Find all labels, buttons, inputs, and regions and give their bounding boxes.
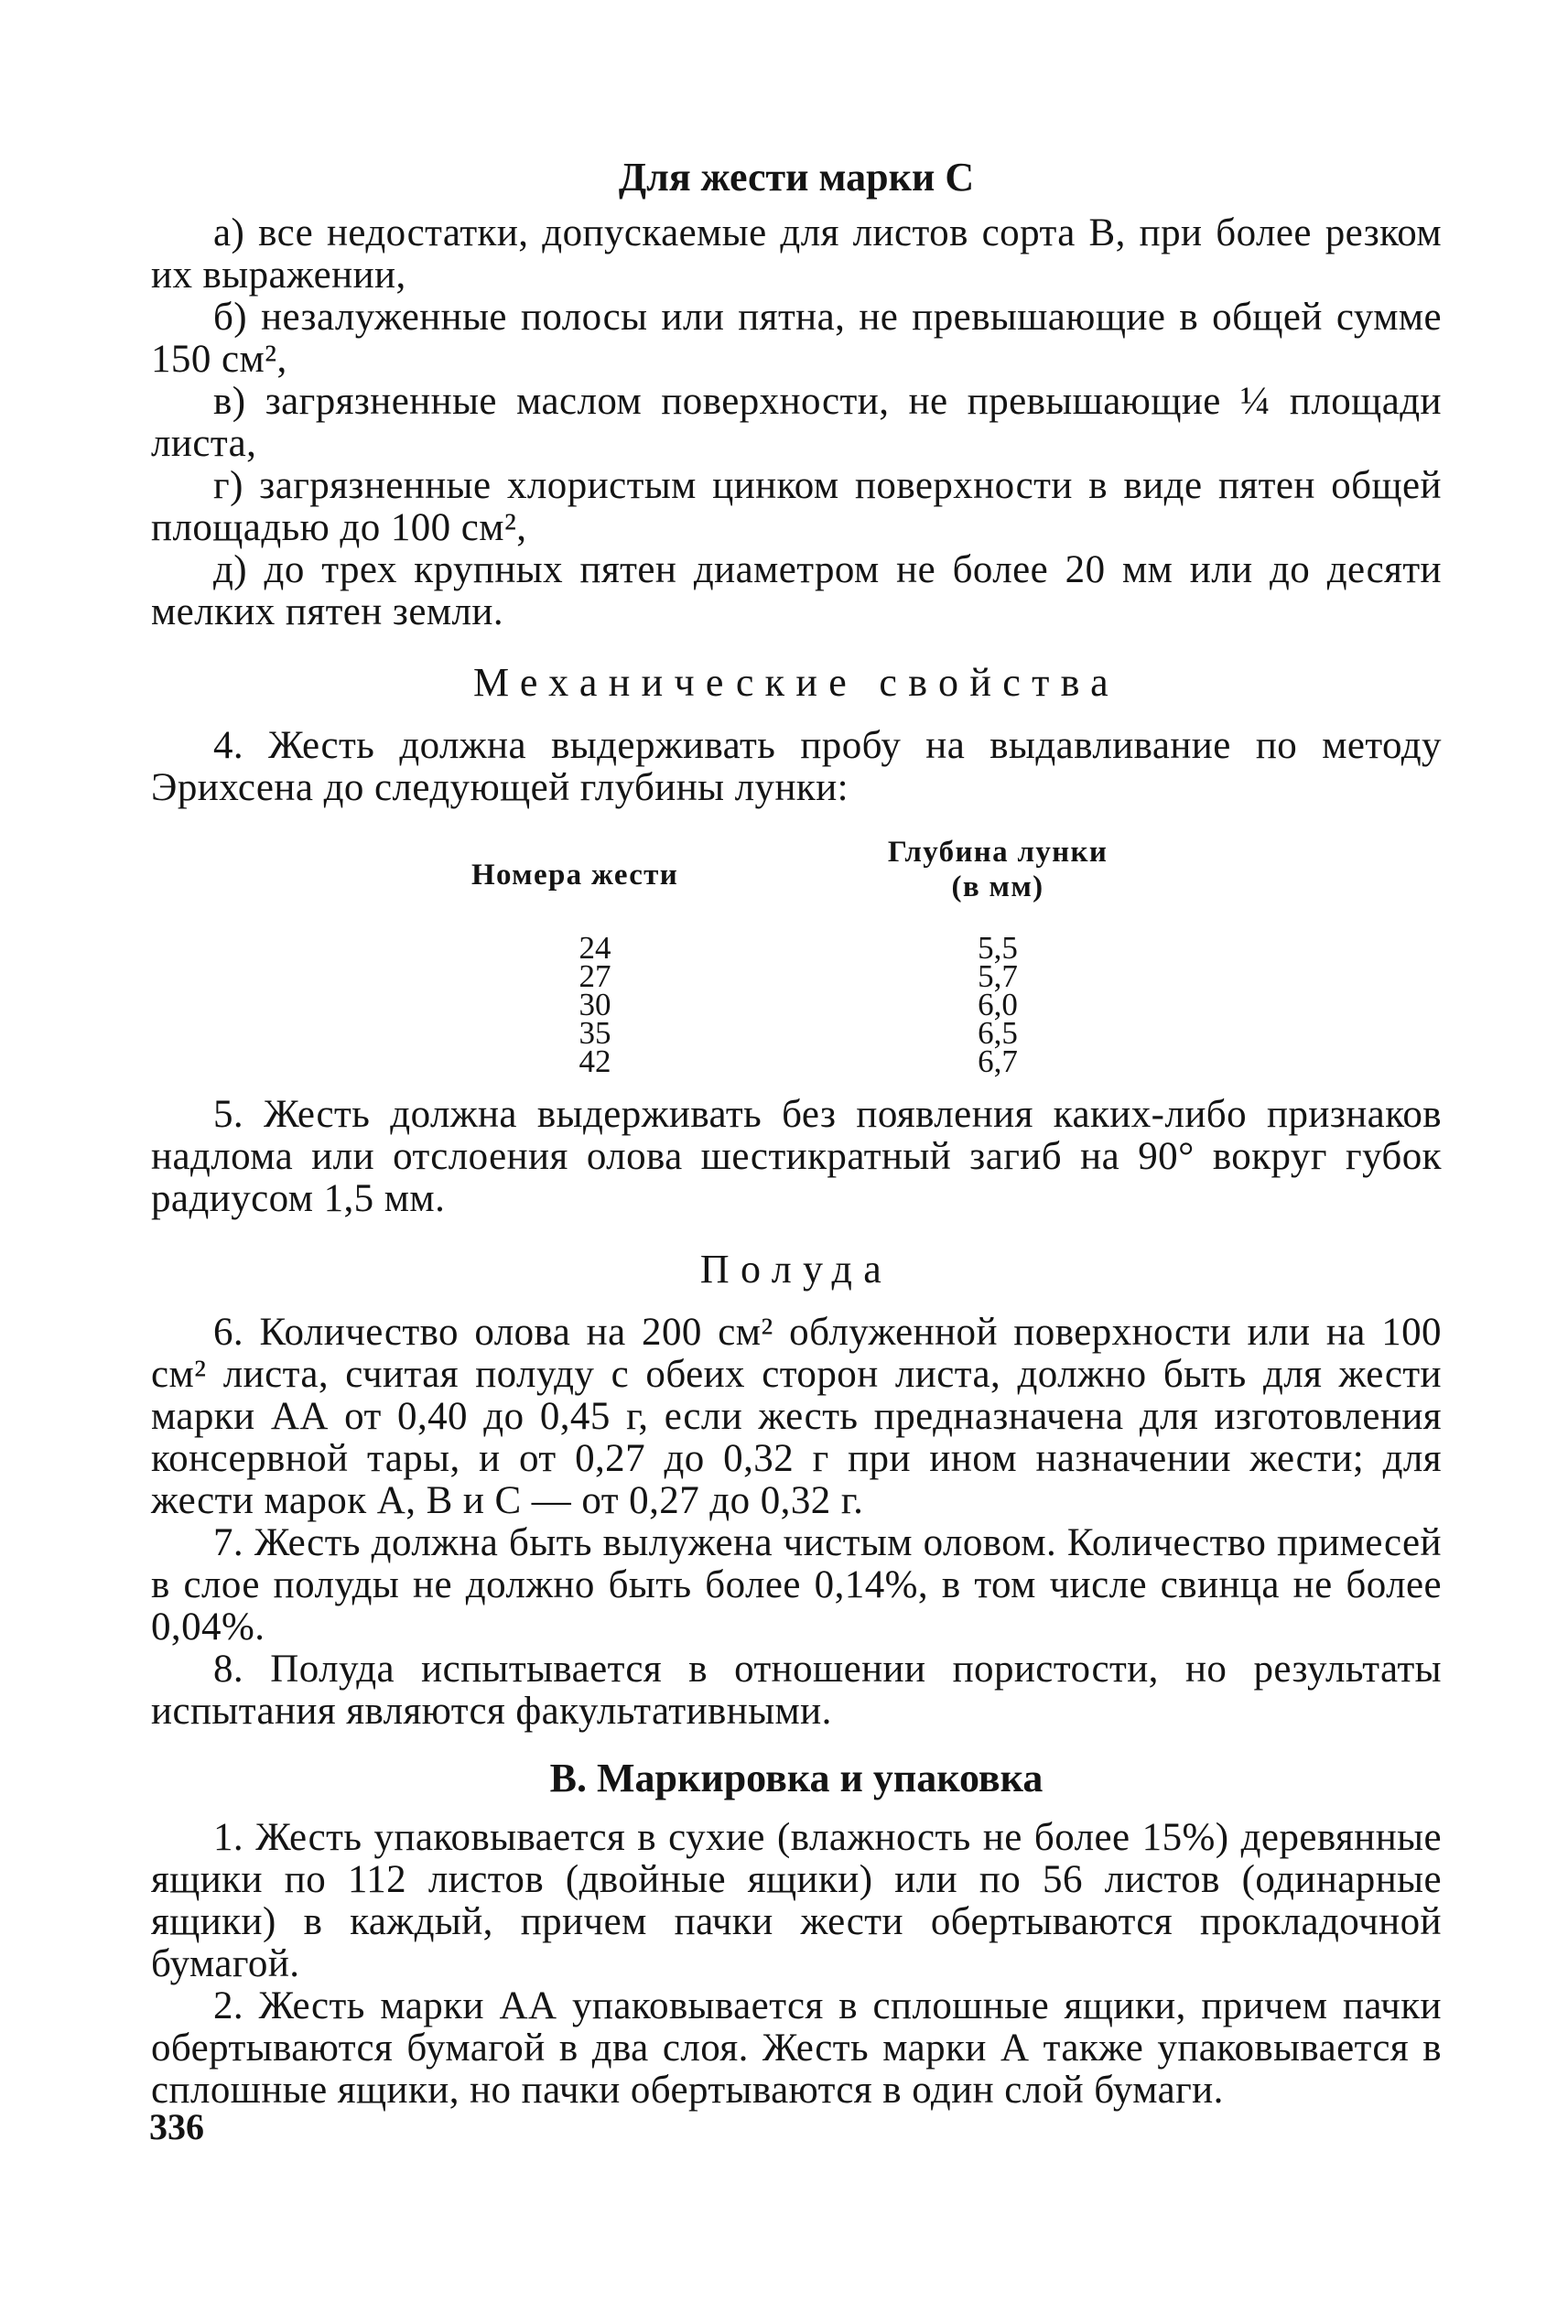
table-cell-number: 42	[579, 1043, 611, 1079]
marking-paragraph-1: 1. Жесть упаковывается в сухие (влажность не более 15%) деревянные ящики по 112 листов (двойные ящики) или по 56 листов (одинарные ящики) в каждый, причем пачки жести обертываются прокладочной бумагой.	[151, 1816, 1442, 1985]
marking-heading: В. Маркировка и упаковка	[549, 1756, 1044, 1800]
section-c-heading: Для жести марки С	[618, 155, 975, 200]
table-cell-number: 24	[579, 930, 611, 966]
table-cell-depth: 6,7	[978, 1043, 1018, 1079]
table-header-depth-line1: Глубина лунки	[887, 836, 1108, 869]
item-b: б) незалуженные полосы или пятна, не превышающие в общей сумме 150 см²,	[151, 296, 1442, 381]
paragraph-4: 4. Жесть должна выдерживать пробу на выдавливание по методу Эрихсена до следующей глубины лунки:	[151, 724, 1442, 809]
mechanical-heading: Механические свойства	[472, 660, 1120, 705]
table-cell-depth: 6,0	[978, 987, 1018, 1022]
table-row	[151, 1043, 1442, 1079]
table-cell-number: 35	[579, 1015, 611, 1051]
item-a: а) все недостатки, допускаемые для листов сорта В, при более резком их выражении,	[151, 211, 1442, 297]
table-row	[151, 930, 1442, 966]
item-v: в) загрязненные маслом поверхности, не превышающие ¼ площади листа,	[151, 380, 1442, 465]
marking-paragraph-2: 2. Жесть марки АА упаковывается в сплошные ящики, причем пачки обертываются бумагой в два слоя. Жесть марки А также упаковывается в сплошные ящики, но пачки обертываются в один слой бумаги.	[151, 1984, 1442, 2112]
table-header-depth	[851, 835, 1144, 904]
table-row	[151, 987, 1442, 1022]
paragraph-8: 8. Полуда испытывается в отношении пористости, но результаты испытания являются факультативными.	[151, 1648, 1442, 1733]
table-header-depth-line2: (в мм)	[951, 870, 1044, 903]
paragraph-7: 7. Жесть должна быть вылужена чистым оловом. Количество примесей в слое полуды не должно быть более 0,14%, в том числе свинца не более 0,04%.	[151, 1521, 1442, 1648]
text-column	[151, 154, 1442, 2112]
table-cell-number: 30	[579, 987, 611, 1022]
item-d: д) до трех крупных пятен диаметром не более 20 мм или до десяти мелких пятен земли.	[151, 548, 1442, 633]
table-cell-number: 27	[579, 958, 611, 994]
table-row	[151, 1015, 1442, 1051]
page-number: 336	[149, 2106, 204, 2147]
table-header-number: Номера жести	[471, 859, 679, 892]
paragraph-5: 5. Жесть должна выдерживать без появления каких-либо признаков надлома или отслоения олова шестикратный загиб на 90° вокруг губок радиусом 1,5 мм.	[151, 1093, 1442, 1220]
table-row	[151, 958, 1442, 994]
table-body	[151, 930, 1442, 1079]
table-cell-depth: 5,7	[978, 958, 1018, 994]
erichsen-table	[151, 835, 1442, 1077]
table-cell-depth: 5,5	[978, 930, 1018, 966]
paragraph-6: 6. Количество олова на 200 см² облуженной поверхности или на 100 см² листа, считая полуду с обеих сторон листа, должно быть для жести марки АА от 0,40 до 0,45 г, если жесть предназначена для изготовления консервной тары, и от 0,27 до 0,32 г при ином назначении жести; для жести марок А, В и С — от 0,27 до 0,32 г.	[151, 1311, 1442, 1522]
item-g: г) загрязненные хлористым цинком поверхности в виде пятен общей площадью до 100 см²,	[151, 464, 1442, 549]
table-cell-depth: 6,5	[978, 1015, 1018, 1051]
tinning-heading: Полуда	[699, 1247, 893, 1292]
